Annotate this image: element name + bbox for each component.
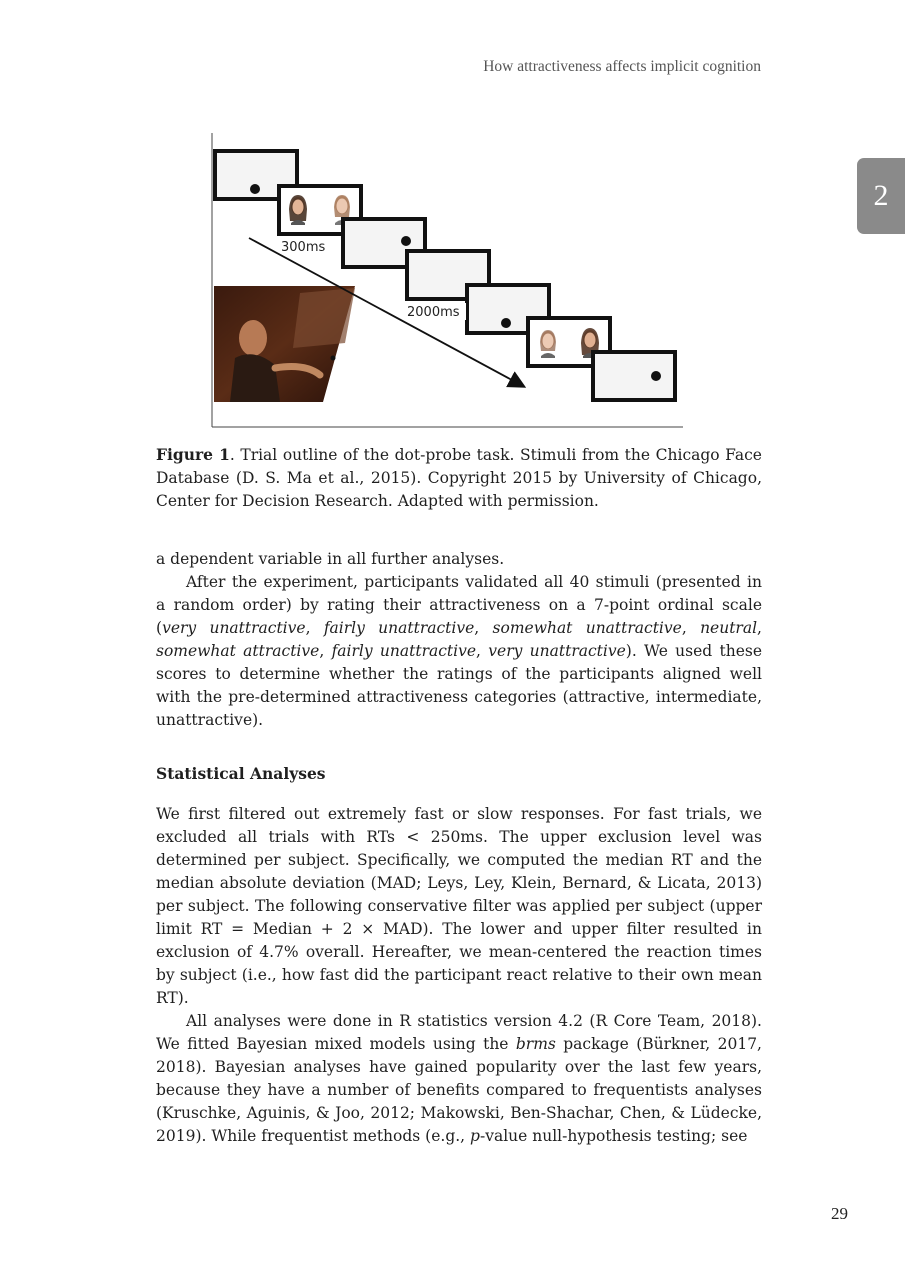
participant-photo bbox=[214, 286, 355, 402]
trial-outline-diagram bbox=[205, 133, 685, 429]
section-heading: Statistical Analyses bbox=[156, 764, 326, 783]
label-300ms: 300ms bbox=[281, 240, 326, 255]
paragraph-1: a dependent variable in all further analyses. bbox=[156, 550, 505, 568]
figure-caption bbox=[156, 443, 762, 513]
probe-dot bbox=[401, 236, 411, 246]
figure-label: Figure 1 bbox=[156, 445, 230, 464]
paragraph-3: We first filtered out extremely fast or slow responses. For fast trials, we excluded all trials with RTs < 250ms. The upper exclusion level was determined per subject. Specifically, we computed the median RT and the median absolute deviation (MAD; Leys, Ley, Klein, Bernard, & Licata, 2013) per subject. The following conservative filter was applied per subject (upper limit RT = Median + 2 × MAD). The lower and upper filter resulted in exclusion of 4.7% overall. Hereafter, we mean-centered the reaction times by subject (i.e., how fast did the participant react relative to their own mean RT). bbox=[156, 805, 762, 1007]
body-text bbox=[156, 548, 762, 1148]
frame-probe bbox=[593, 352, 675, 400]
chapter-tab[interactable]: 2 bbox=[857, 158, 905, 234]
running-head: How attractiveness affects implicit cognition bbox=[483, 58, 761, 75]
face-icon bbox=[289, 195, 307, 225]
caption-text: . Trial outline of the dot-probe task. Stimuli from the Chicago Face Database (D. S. Ma et al., 2015). Copyright 2015 by University of Chicago, Center for Decision Research. Adapted with permission. bbox=[156, 446, 762, 510]
paragraph-4: All analyses were done in R statistics version 4.2 (R Core Team, 2018). We fitted Bayesian mixed models using the brms package (Bürkner, 2017, 2018). Bayesian analyses have gained popularity over the last few years, because they have a number of benefits compared to frequentists analyses (Kruschke, Aguinis, & Joo, 2012; Makowski, Ben-Shachar, Chen, & Lüdecke, 2019). While frequentist methods (e.g., p-value null-hypothesis testing; see bbox=[156, 1012, 762, 1145]
figure-dot-probe-trial bbox=[205, 133, 685, 429]
paragraph-2: After the experiment, participants validated all 40 stimuli (presented in a random order) by rating their attractiveness on a 7-point ordinal scale (very unattractive, fairly unattractive, somewhat unattractive, neutral, somewhat attractive, fairly unattractive, very unattractive). We used these scores to determine whether the ratings of the participants aligned well with the pre-determined attractiveness categories (attractive, intermediate, unattractive). bbox=[156, 573, 763, 729]
label-2000ms: 2000ms bbox=[407, 305, 460, 320]
page-number: 29 bbox=[831, 1204, 848, 1223]
